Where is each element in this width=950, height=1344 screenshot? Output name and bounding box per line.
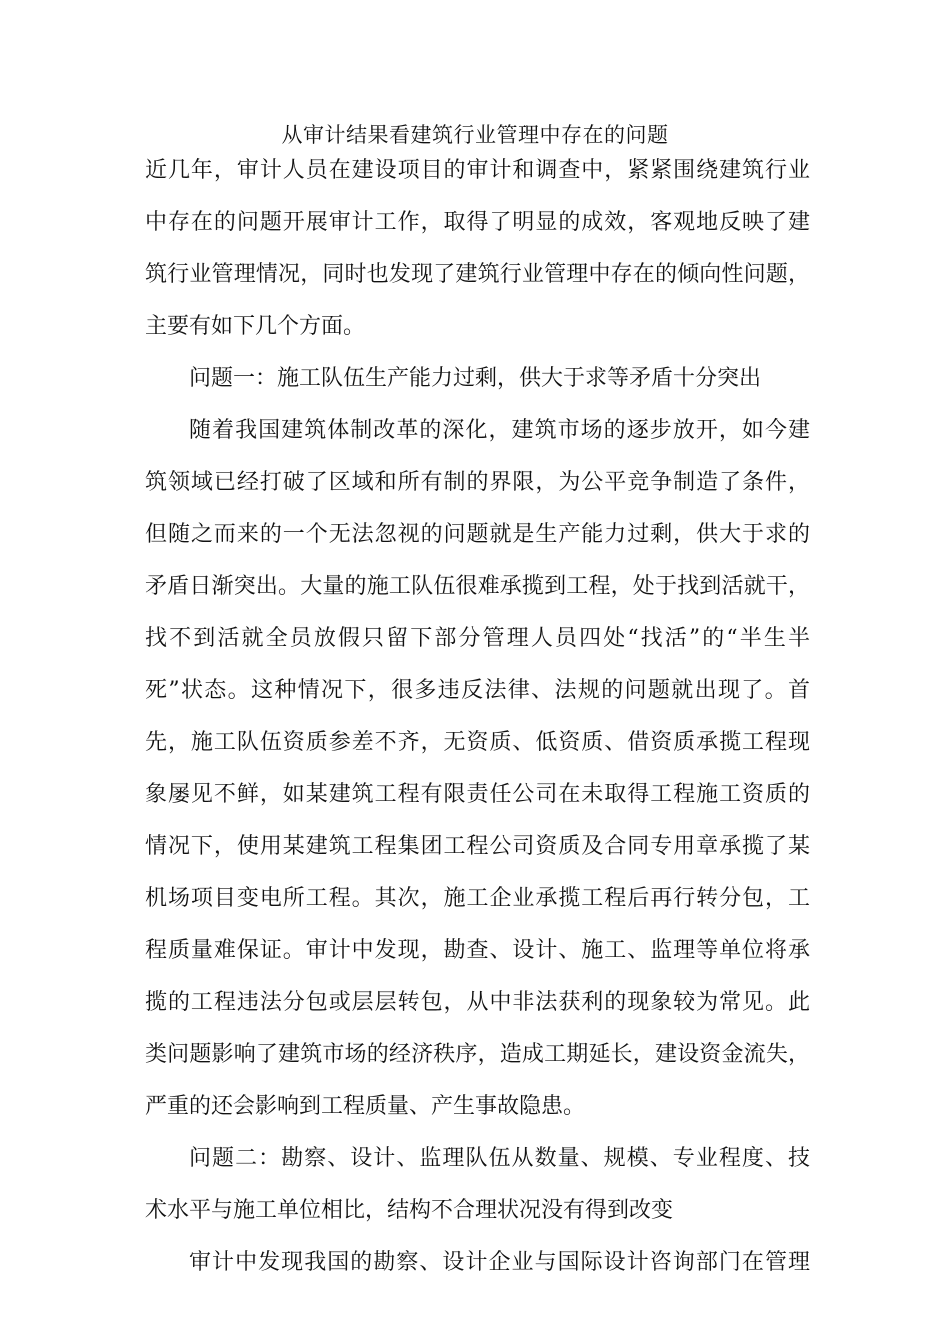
text-line: 随着我国建筑体制改革的深化，建筑市场的逐步放开，如今建 (189, 418, 810, 443)
text-line: 主要有如下几个方面。 (145, 314, 366, 339)
text-line: 象屡见不鲜，如某建筑工程有限责任公司在未取得工程施工资质的 (145, 782, 810, 807)
text-line: 术水平与施工单位相比，结构不合理状况没有得到改变 (145, 1198, 674, 1223)
text-line: 类问题影响了建筑市场的经济秩序，造成工期延长，建设资金流失， (145, 1042, 810, 1067)
text-line: 矛盾日渐突出。大量的施工队伍很难承揽到工程，处于找到活就干， (145, 574, 810, 599)
text-line: 审计中发现我国的勘察、设计企业与国际设计咨询部门在管理 (189, 1250, 810, 1275)
text-line: 机场项目变电所工程。其次，施工企业承揽工程后再行转分包，工 (145, 886, 810, 911)
text-line: 死”状态。这种情况下，很多违反法律、法规的问题就出现了。首 (145, 678, 810, 703)
text-line: 揽的工程违法分包或层层转包，从中非法获利的现象较为常见。此 (145, 990, 810, 1015)
text-line: 筑行业管理情况，同时也发现了建筑行业管理中存在的倾向性问题， (145, 262, 810, 287)
text-line: 程质量难保证。审计中发现，勘查、设计、施工、监理等单位将承 (145, 938, 810, 963)
document-body (145, 145, 810, 1289)
text-line: 严重的还会影响到工程质量、产生事故隐患。 (145, 1094, 586, 1119)
text-line: 找不到活就全员放假只留下部分管理人员四处“找活”的“半生半 (145, 626, 810, 651)
text-line: 近几年，审计人员在建设项目的审计和调查中，紧紧围绕建筑行业 (145, 158, 810, 183)
text-line: 问题二：勘察、设计、监理队伍从数量、规模、专业程度、技 (189, 1146, 810, 1171)
text-line: 问题一：施工队伍生产能力过剩，供大于求等矛盾十分突出 (189, 366, 762, 391)
text-line: 但随之而来的一个无法忽视的问题就是生产能力过剩，供大于求的 (145, 522, 810, 547)
document-title: 从审计结果看建筑行业管理中存在的问题 (281, 123, 669, 147)
text-line: 情况下，使用某建筑工程集团工程公司资质及合同专用章承揽了某 (145, 834, 810, 859)
text-line: 中存在的问题开展审计工作，取得了明显的成效，客观地反映了建 (145, 210, 810, 235)
text-line: 先，施工队伍资质参差不齐，无资质、低资质、借资质承揽工程现 (145, 730, 810, 755)
text-line: 筑领域已经打破了区域和所有制的界限，为公平竞争制造了条件， (145, 470, 810, 495)
